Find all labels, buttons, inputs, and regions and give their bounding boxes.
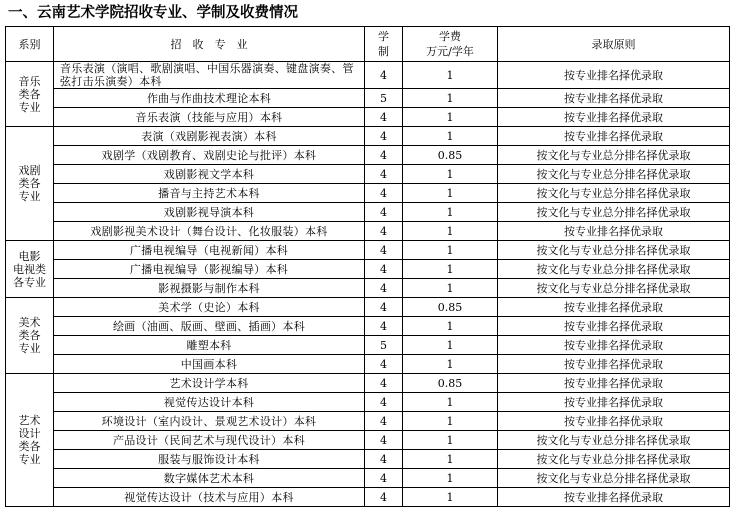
years-cell: 4	[365, 203, 403, 222]
major-cell: 戏剧影视文学本科	[54, 165, 365, 184]
years-cell: 4	[365, 469, 403, 488]
fee-cell: 1	[403, 393, 498, 412]
major-cell: 音乐表演（演唱、歌剧演唱、中国乐器演奏、键盘演奏、管弦打击乐演奏）本科	[54, 62, 365, 89]
table-row	[6, 279, 730, 298]
fee-cell: 1	[403, 127, 498, 146]
years-cell: 5	[365, 89, 403, 108]
major-cell: 音乐表演（技能与应用）本科	[54, 108, 365, 127]
table-row	[6, 393, 730, 412]
table-row	[6, 431, 730, 450]
major-cell: 环境设计（室内设计、景观艺术设计）本科	[54, 412, 365, 431]
table-row	[6, 317, 730, 336]
table-row	[6, 165, 730, 184]
principle-cell: 按文化与专业总分排名择优录取	[498, 241, 730, 260]
principle-cell: 按专业排名择优录取	[498, 89, 730, 108]
table-row	[6, 203, 730, 222]
years-cell: 4	[365, 317, 403, 336]
fee-cell: 1	[403, 260, 498, 279]
principle-cell: 按专业排名择优录取	[498, 62, 730, 89]
dept-cell: 音乐 类各 专业	[6, 62, 54, 127]
table-row	[6, 108, 730, 127]
dept-cell: 戏剧 类各 专业	[6, 127, 54, 241]
header-principle: 录取原则	[498, 27, 730, 62]
major-cell: 服装与服饰设计本科	[54, 450, 365, 469]
major-cell: 雕塑本科	[54, 336, 365, 355]
table-row	[6, 184, 730, 203]
major-cell: 绘画（油画、版画、壁画、插画）本科	[54, 317, 365, 336]
fee-cell: 1	[403, 165, 498, 184]
years-cell: 4	[365, 146, 403, 165]
years-cell: 4	[365, 165, 403, 184]
table-row	[6, 146, 730, 165]
principle-cell: 按专业排名择优录取	[498, 127, 730, 146]
header-years: 学 制	[365, 27, 403, 62]
principle-cell: 按专业排名择优录取	[498, 298, 730, 317]
major-cell: 戏剧学（戏剧教育、戏剧史论与批评）本科	[54, 146, 365, 165]
principle-cell: 按文化与专业总分排名择优录取	[498, 184, 730, 203]
principle-cell: 按文化与专业总分排名择优录取	[498, 279, 730, 298]
dept-cell: 电影 电视类 各专业	[6, 241, 54, 298]
admissions-table	[5, 26, 730, 507]
table-row	[6, 355, 730, 374]
years-cell: 4	[365, 431, 403, 450]
years-cell: 4	[365, 279, 403, 298]
major-cell: 戏剧影视美术设计（舞台设计、化妆服装）本科	[54, 222, 365, 241]
fee-cell: 1	[403, 431, 498, 450]
fee-cell: 1	[403, 469, 498, 488]
principle-cell: 按专业排名择优录取	[498, 488, 730, 507]
major-cell: 视觉传达设计（技术与应用）本科	[54, 488, 365, 507]
major-cell: 产品设计（民间艺术与现代设计）本科	[54, 431, 365, 450]
years-cell: 4	[365, 241, 403, 260]
years-cell: 4	[365, 260, 403, 279]
fee-cell: 1	[403, 241, 498, 260]
fee-cell: 0.85	[403, 298, 498, 317]
fee-cell: 1	[403, 62, 498, 89]
major-cell: 数字媒体艺术本科	[54, 469, 365, 488]
principle-cell: 按专业排名择优录取	[498, 393, 730, 412]
principle-cell: 按文化与专业总分排名择优录取	[498, 260, 730, 279]
header-dept: 系别	[6, 27, 54, 62]
years-cell: 4	[365, 127, 403, 146]
years-cell: 4	[365, 184, 403, 203]
years-cell: 4	[365, 393, 403, 412]
major-cell: 广播电视编导（电视新闻）本科	[54, 241, 365, 260]
years-cell: 4	[365, 62, 403, 89]
principle-cell: 按文化与专业总分排名择优录取	[498, 165, 730, 184]
years-cell: 4	[365, 298, 403, 317]
major-cell: 作曲与作曲技术理论本科	[54, 89, 365, 108]
page-bottom-clip	[0, 519, 736, 527]
fee-cell: 1	[403, 279, 498, 298]
header-major: 招 收 专 业	[54, 27, 365, 62]
principle-cell: 按文化与专业总分排名择优录取	[498, 450, 730, 469]
major-cell: 表演（戏剧影视表演）本科	[54, 127, 365, 146]
header-fee: 学费 万元/学年	[403, 27, 498, 62]
table-row	[6, 412, 730, 431]
fee-cell: 1	[403, 184, 498, 203]
document-title: 一、云南艺术学院招收专业、学制及收费情况	[8, 4, 298, 21]
table-row	[6, 488, 730, 507]
table-row	[6, 469, 730, 488]
principle-cell: 按文化与专业总分排名择优录取	[498, 431, 730, 450]
fee-cell: 1	[403, 203, 498, 222]
table-row	[6, 450, 730, 469]
major-cell: 戏剧影视导演本科	[54, 203, 365, 222]
table-row	[6, 127, 730, 146]
fee-cell: 1	[403, 89, 498, 108]
major-cell: 广播电视编导（影视编导）本科	[54, 260, 365, 279]
table-row	[6, 241, 730, 260]
major-cell: 中国画本科	[54, 355, 365, 374]
years-cell: 4	[365, 450, 403, 469]
table-row	[6, 374, 730, 393]
principle-cell: 按专业排名择优录取	[498, 317, 730, 336]
principle-cell: 按文化与专业总分排名择优录取	[498, 203, 730, 222]
principle-cell: 按文化与专业总分排名择优录取	[498, 469, 730, 488]
principle-cell: 按专业排名择优录取	[498, 374, 730, 393]
principle-cell: 按专业排名择优录取	[498, 355, 730, 374]
table-row	[6, 298, 730, 317]
table-row	[6, 89, 730, 108]
years-cell: 4	[365, 355, 403, 374]
years-cell: 4	[365, 488, 403, 507]
principle-cell: 按文化与专业总分排名择优录取	[498, 146, 730, 165]
fee-cell: 1	[403, 222, 498, 241]
principle-cell: 按专业排名择优录取	[498, 412, 730, 431]
years-cell: 4	[365, 412, 403, 431]
years-cell: 4	[365, 222, 403, 241]
fee-cell: 1	[403, 317, 498, 336]
years-cell: 4	[365, 108, 403, 127]
fee-cell: 0.85	[403, 374, 498, 393]
principle-cell: 按专业排名择优录取	[498, 336, 730, 355]
table-row	[6, 222, 730, 241]
fee-cell: 1	[403, 355, 498, 374]
major-cell: 视觉传达设计本科	[54, 393, 365, 412]
major-cell: 艺术设计学本科	[54, 374, 365, 393]
dept-cell: 美术 类各 专业	[6, 298, 54, 374]
table-header-row	[6, 27, 730, 62]
dept-cell: 艺术 设计 类各 专业	[6, 374, 54, 507]
major-cell: 美术学（史论）本科	[54, 298, 365, 317]
table-row	[6, 62, 730, 89]
principle-cell: 按专业排名择优录取	[498, 108, 730, 127]
fee-cell: 1	[403, 108, 498, 127]
fee-cell: 1	[403, 488, 498, 507]
table-row	[6, 260, 730, 279]
major-cell: 播音与主持艺术本科	[54, 184, 365, 203]
years-cell: 4	[365, 374, 403, 393]
fee-cell: 1	[403, 336, 498, 355]
years-cell: 5	[365, 336, 403, 355]
major-cell: 影视摄影与制作本科	[54, 279, 365, 298]
fee-cell: 1	[403, 450, 498, 469]
fee-cell: 0.85	[403, 146, 498, 165]
table-row	[6, 336, 730, 355]
fee-cell: 1	[403, 412, 498, 431]
principle-cell: 按专业排名择优录取	[498, 222, 730, 241]
